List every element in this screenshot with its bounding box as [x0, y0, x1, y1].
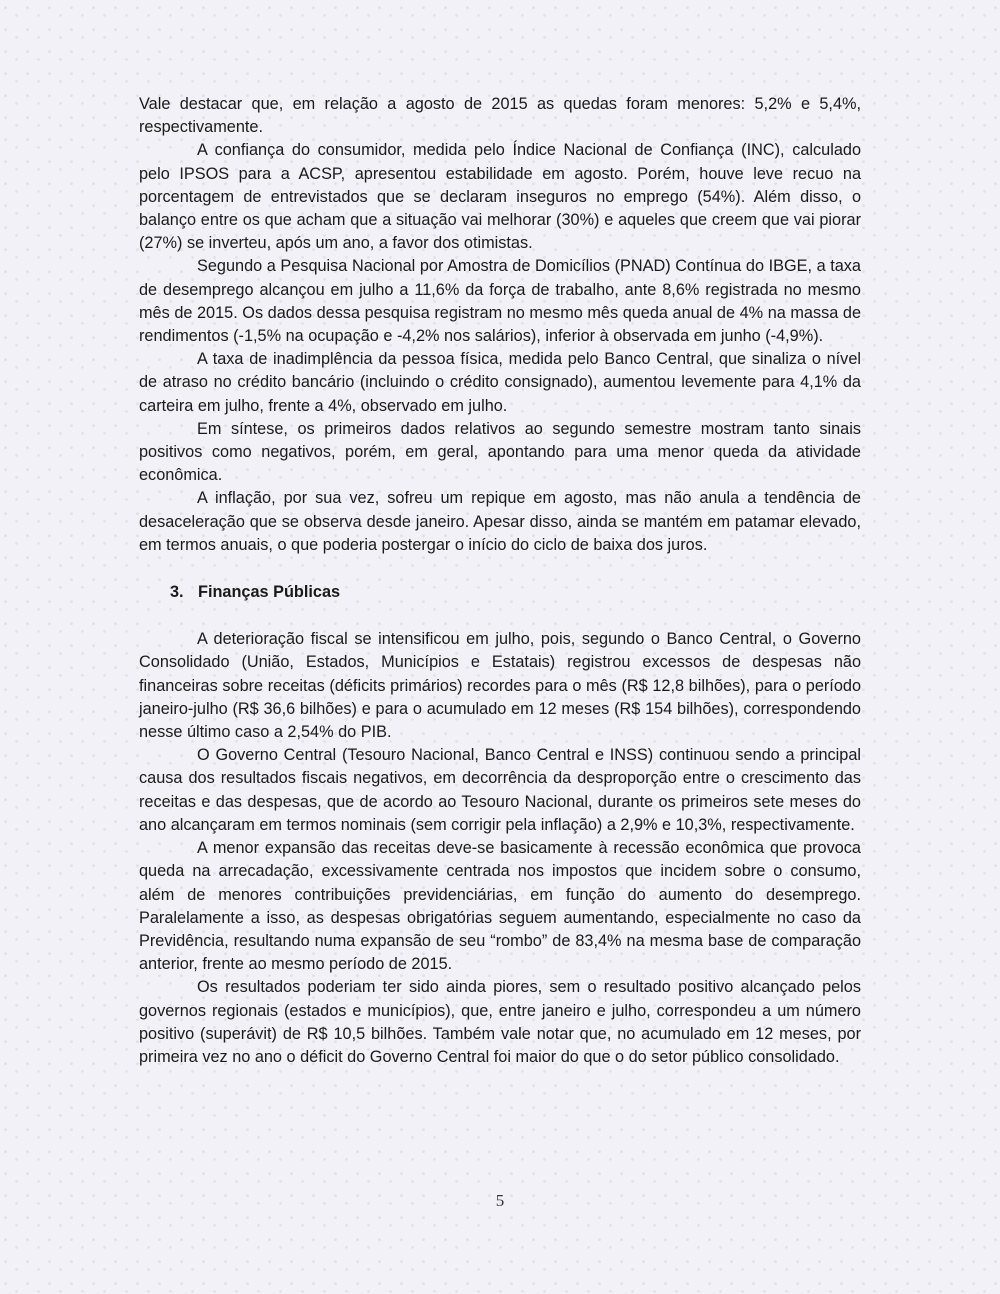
- section-number: 3.: [170, 583, 184, 602]
- paragraph: Os resultados poderiam ter sido ainda piores, sem o resultado positivo alcançado pelos governos regionais (estados e municípios), que, entre janeiro e julho, correspondeu a um número positivo (superávit) de R$ 10,5 bilhões. Também vale notar que, no acumulado em 12 meses, por primeira vez no ano o déficit do Governo Central foi maior do que o do setor público consolidado.: [139, 978, 861, 1066]
- page-number: 5: [495, 1191, 505, 1210]
- section-title: Finanças Públicas: [198, 583, 341, 602]
- paragraph: A menor expansão das receitas deve-se basicamente à recessão econômica que provoca queda na arrecadação, excessivamente centrada nos impostos que incidem sobre o consumo, além de menores contribuições previdenciárias, em função do aumento do desemprego. Paralelamente a isso, as despesas obrigatórias seguem aumentando, especialmente no caso da Previdência, resultando numa expansão de seu “rombo” de 83,4% na mesma base de comparação anterior, frente ao mesmo período de 2015.: [139, 839, 861, 974]
- section-heading: [139, 581, 861, 604]
- paragraph: A taxa de inadimplência da pessoa física, medida pelo Banco Central, que sinaliza o nível de atraso no crédito bancário (incluindo o crédito consignado), aumentou levemente para 4,1% da carteira em julho, frente a 4%, observado em julho.: [139, 350, 861, 415]
- paragraph: O Governo Central (Tesouro Nacional, Banco Central e INSS) continuou sendo a principal causa dos resultados fiscais negativos, em decorrência da desproporção entre o crescimento das receitas e das despesas, que de acordo ao Tesouro Nacional, durante os primeiros sete meses do ano alcançaram em termos nominais (sem corrigir pela inflação) a 2,9% e 10,3%, respectivamente.: [139, 746, 861, 834]
- paragraph: Vale destacar que, em relação a agosto de 2015 as quedas foram menores: 5,2% e 5,4%, respectivamente.: [139, 95, 861, 137]
- document-body: [139, 93, 861, 1069]
- paragraph: Segundo a Pesquisa Nacional por Amostra de Domicílios (PNAD) Contínua do IBGE, a taxa de desemprego alcançou em julho a 11,6% da força de trabalho, ante 8,6% registrada no mesmo mês de 2015. Os dados dessa pesquisa registram no mesmo mês queda anual de 4% na massa de rendimentos (-1,5% na ocupação e -4,2% nos salários), inferior à observada em junho (-4,9%).: [139, 257, 861, 346]
- paragraph: A inflação, por sua vez, sofreu um repique em agosto, mas não anula a tendência de desaceleração que se observa desde janeiro. Apesar disso, ainda se mantém em patamar elevado, em termos anuais, o que poderia postergar o início do ciclo de baixa dos juros.: [139, 489, 861, 554]
- paragraph: A confiança do consumidor, medida pelo Índice Nacional de Confiança (INC), calculado pelo IPSOS para a ACSP, apresentou estabilidade em agosto. Porém, houve leve recuo na porcentagem de entrevistados que se declaram inseguros no emprego (54%). Além disso, o balanço entre os que acham que a situação vai melhorar (30%) e aqueles que creem que vai piorar (27%) se inverteu, após um ano, a favor dos otimistas.: [139, 141, 861, 253]
- paragraph: A deterioração fiscal se intensificou em julho, pois, segundo o Banco Central, o Governo Consolidado (União, Estados, Municípios e Estatais) registrou excessos de despesas não financeiras sobre receitas (déficits primários) recordes para o mês (R$ 12,8 bilhões), para o período janeiro-julho (R$ 36,6 bilhões) e para o acumulado em 12 meses (R$ 154 bilhões), correspondendo nesse último caso a 2,54% do PIB.: [139, 630, 861, 742]
- paragraph: Em síntese, os primeiros dados relativos ao segundo semestre mostram tanto sinais positivos como negativos, porém, em geral, apontando para uma menor queda da atividade econômica.: [139, 419, 861, 485]
